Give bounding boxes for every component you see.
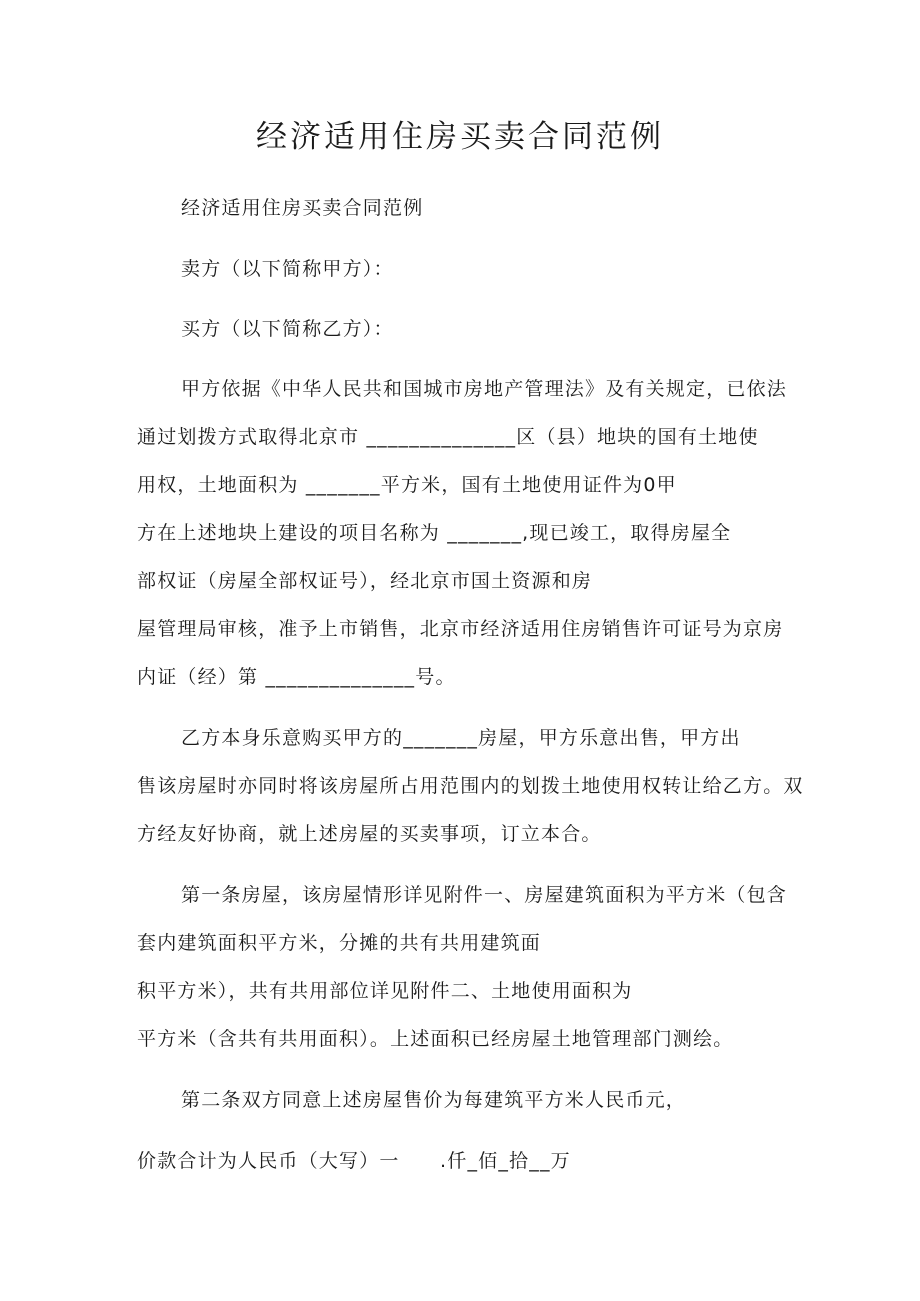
document-title: 经济适用住房买卖合同范例 xyxy=(256,119,664,155)
clause-line: 套内建筑面积平方米，分摊的共有共用建筑面 xyxy=(137,932,542,954)
paragraph-line: 方在上述地块上建设的项目名称为 _______,现已竣工，取得房屋全 xyxy=(137,522,732,544)
paragraph-line: 售该房屋时亦同时将该房屋所占用范围内的划拨土地使用权转让给乙方。双 xyxy=(137,775,804,797)
seller-line: 卖方（以下简称甲方）： xyxy=(181,258,394,280)
paragraph-line: 部权证（房屋全部权证号），经北京市国土资源和房 xyxy=(137,570,593,592)
clause-line: 积平方米），共有共用部位详见附件二、土地使用面积为 xyxy=(137,980,633,1002)
paragraph-line: 乙方本身乐意购买甲方的_______房屋，甲方乐意出售，甲方出 xyxy=(181,727,741,749)
paragraph-line: 内证（经）第 ______________号。 xyxy=(137,666,456,688)
clause-line: 价款合计为人民币（大写）一 .仟_佰_拾__万 xyxy=(137,1150,571,1172)
paragraph-line: 用权，土地面积为 _______平方米，国有土地使用证件为0甲 xyxy=(137,474,677,496)
clause-line: 第二条双方同意上述房屋售价为每建筑平方米人民币元， xyxy=(181,1089,687,1111)
paragraph-line: 屋管理局审核，准予上市销售，北京市经济适用住房销售许可证号为京房 xyxy=(137,618,784,640)
buyer-line: 买方（以下简称乙方）： xyxy=(181,318,394,340)
subtitle-line: 经济适用住房买卖合同范例 xyxy=(181,197,424,219)
clause-line: 第一条房屋，该房屋情形详见附件一、房屋建筑面积为平方米（包含 xyxy=(181,884,788,906)
clause-line: 平方米（含共有共用面积）。上述面积已经房屋土地管理部门测绘。 xyxy=(137,1028,734,1050)
paragraph-line: 方经友好协商，就上述房屋的买卖事项，订立本合。 xyxy=(137,823,602,845)
paragraph-line: 通过划拨方式取得北京市 ______________区（县）地块的国有土地使 xyxy=(137,426,759,448)
paragraph-line: 甲方依据《中华人民共和国城市房地产管理法》及有关规定，已依法 xyxy=(181,378,788,400)
